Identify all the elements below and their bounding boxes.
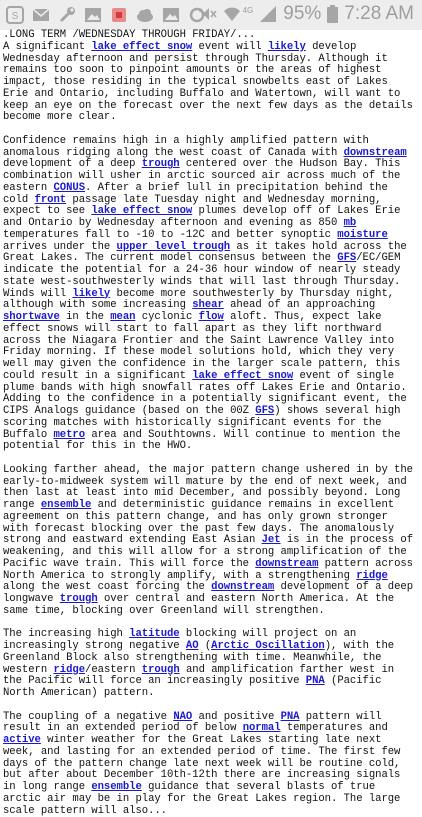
network-type-label: 4G (243, 6, 254, 15)
samsung-icon (6, 6, 24, 24)
paragraph-text: aloft. Thus, expect lake effect snows will start to fall apart as they lift northward across the Niagara Frontier and the Saint Lawrence Valley into Friday morning. If these model solutions hold, which they very well may given the confidence in the larger scale pattern, this could result in a significant (3, 311, 407, 382)
paragraph-text: /EC/GEM indicate the potential for a 24-36 hour window of nearly steady state west-southwesterly winds that will last through Thursday. Winds will (3, 252, 407, 299)
glossary-link[interactable]: downstream (211, 581, 274, 593)
glossary-link[interactable]: lake effect snow (192, 370, 293, 382)
paragraph-text: ahead of an approaching (224, 299, 382, 311)
paragraph-text: pattern across North America to strongly amplify, with a strengthening (3, 558, 419, 582)
paragraph-text: along the west coast forcing the (3, 570, 394, 594)
mail-icon (32, 6, 50, 24)
paragraph-text: event will (192, 41, 268, 53)
notification-icons (6, 6, 206, 24)
paragraph-text: development of a deep (3, 147, 413, 171)
paragraph-text: centered over the Hudson Bay. This combination will usher in arctic sourced air across much of the eastern (3, 158, 407, 194)
battery-icon (327, 5, 338, 23)
glossary-link[interactable]: latitude (129, 628, 179, 640)
glossary-link[interactable]: PNA (306, 675, 325, 687)
paragraph-text: plumes develop off of Lakes Erie and Ontario by Wednesday afternoon and evening as 850 (3, 205, 407, 229)
paragraph-text: /eastern (85, 664, 142, 676)
paragraph-text: The increasing high (3, 628, 129, 640)
discussion-paragraph (3, 136, 419, 453)
glossary-link[interactable]: likely (72, 288, 110, 300)
glossary-link[interactable]: likely (268, 41, 306, 53)
paragraph-text: event of single plume bands with high snowfall rates off Lakes Erie and Ontario. Adding to the confidence in a potentially significant event, the CIPS Analogs guidance (based on the 00Z (3, 370, 413, 417)
image-icon (162, 6, 180, 24)
glossary-link[interactable]: PNA (281, 711, 300, 723)
glossary-link[interactable]: lake effect snow (91, 41, 192, 53)
paragraph-text: become more southwesterly by Thursday night, although with some increasing (3, 288, 400, 312)
forecast-discussion-text (3, 30, 419, 750)
paragraph-text: development of a deep longwave (3, 581, 419, 605)
paragraph-text: over central and eastern North America. At the same time, blocking over Greenland will strengthen. (3, 593, 400, 617)
glossary-link[interactable]: shortwave (3, 311, 60, 323)
paragraph-text: and amplification farther west in the Pacific will force an increasingly positive (3, 664, 400, 688)
wrench-icon (58, 6, 76, 24)
status-bar (0, 0, 422, 30)
paragraph-text: guidance that several blasts of true arctic air may be in play for the Great Lakes region. The large scale pattern will also... (3, 781, 407, 817)
glossary-link[interactable]: trough (142, 664, 180, 676)
glossary-link[interactable]: shear (192, 299, 224, 311)
paragraph-text: Confidence remains high in a highly amplified pattern with anomalous ridging along the west coast of Canada with (3, 135, 375, 159)
discussion-paragraph (3, 30, 419, 124)
app-icon (110, 6, 128, 24)
paragraph-text: ( (199, 640, 212, 652)
glossary-link[interactable]: normal (243, 722, 281, 734)
glossary-link[interactable]: downstream (344, 147, 407, 159)
discussion-paragraph (3, 712, 419, 817)
glossary-link[interactable]: front (35, 194, 67, 206)
glossary-link[interactable]: moisture (337, 229, 387, 241)
glossary-link[interactable]: mean (110, 311, 135, 323)
glossary-link[interactable]: CONUS (53, 182, 85, 194)
paragraph-text: .LONG TERM /WEDNESDAY THROUGH FRIDAY/... A significant (3, 29, 255, 53)
paragraph-text: as it takes hold across the Great Lakes. The current model consensus between the (3, 241, 413, 265)
clock: 7:28 AM (344, 3, 414, 25)
glossary-link[interactable]: metro (53, 429, 85, 441)
glossary-link[interactable]: AO (186, 640, 199, 652)
glossary-link[interactable]: GFS (337, 252, 356, 264)
glossary-link[interactable]: downstream (255, 558, 318, 570)
paragraph-text: in the (60, 311, 110, 323)
paragraph-text: The coupling of a negative (3, 711, 173, 723)
system-status (199, 3, 414, 25)
mute-icon (199, 5, 217, 23)
paragraph-text: pattern will result in an extended period of below (3, 711, 388, 735)
glossary-link[interactable]: trough (60, 593, 98, 605)
paragraph-text: develop Wednesday afternoon and persist through Thursday. Although it remains too soon to pinpoint amounts or the areas of highest impact, those residing in the typical snowbelts east of Lakes Erie and Ontario, including Buffalo and Watertown, will want to keep an eye on the forecast over the next few days as the details become more clear. (3, 41, 419, 124)
glossary-link[interactable]: GFS (255, 405, 274, 417)
paragraph-text: temperatures and (281, 722, 395, 734)
paragraph-text: . After a brief lull in precipitation behind the cold (3, 182, 394, 206)
wifi-icon (223, 5, 241, 23)
paragraph-text: is in the process of weakening, and this will allow for a strong amplification of the Pacific wave train. This will force the (3, 534, 419, 570)
glossary-link[interactable]: ensemble (91, 781, 141, 793)
paragraph-text: arrives under the (3, 229, 394, 253)
glossary-link[interactable]: active (3, 734, 41, 746)
svg-text:S: S (12, 11, 19, 22)
paragraph-text: Looking farther ahead, the major pattern change ushered in by the early-to-midweek system will mature by the end of next week, and then last at least into mid December, and possibly beyond. Long range (3, 464, 419, 511)
paragraph-text: ), with the Greenland Block also strengthening with time. Meanwhile, the western (3, 640, 400, 676)
paragraph-text: cyclonic (135, 311, 198, 323)
glossary-link[interactable]: Jet (262, 534, 281, 546)
glossary-link[interactable]: trough (142, 158, 180, 170)
paragraph-text: passage late Tuesday night and Wednesday morning, expect to see (3, 194, 388, 218)
image-icon (84, 6, 102, 24)
signal-icon (259, 5, 277, 23)
paragraph-text: blocking will project on an increasingly strong negative (3, 628, 363, 652)
glossary-link[interactable]: Arctic Oscillation (211, 640, 325, 652)
paragraph-text: and deterministic guidance remains in excellent agreement on this pattern change, and has only grown stronger with forecast blocking over the past few days. The anomalously strong and eastward extending East Asian (3, 499, 400, 546)
glossary-link[interactable]: ensemble (41, 499, 91, 511)
paragraph-text: (Pacific North American) pattern. (3, 675, 388, 699)
glossary-link[interactable]: flow (199, 311, 224, 323)
paragraph-text: ) shows several high scoring matches with historically significant events for the Buffalo (3, 405, 407, 441)
glossary-link[interactable]: NAO (173, 711, 192, 723)
glossary-link[interactable]: upper level trough (117, 241, 231, 253)
cloud-icon (136, 6, 154, 24)
paragraph-text: winter weather for the Great Lakes starting late next week, and lasting for an extended period of time. The first few days of the pattern change late next week will be routine cold, but after about December 10th-12th there are increasing signals in long range (3, 734, 407, 793)
battery-percent: 95% (283, 3, 321, 25)
glossary-link[interactable]: ridge (53, 664, 85, 676)
discussion-paragraph (3, 465, 419, 618)
glossary-link[interactable]: mb (344, 217, 357, 229)
paragraph-text: area and Southtowns. Will continue to mention the potential for this in the HWO. (3, 429, 407, 453)
paragraph-text: temperatures fall to -10 to -12C and better synoptic (3, 217, 363, 241)
glossary-link[interactable]: ridge (356, 570, 388, 582)
discussion-paragraph (3, 629, 419, 700)
paragraph-text: and positive (192, 711, 280, 723)
glossary-link[interactable]: lake effect snow (91, 205, 192, 217)
